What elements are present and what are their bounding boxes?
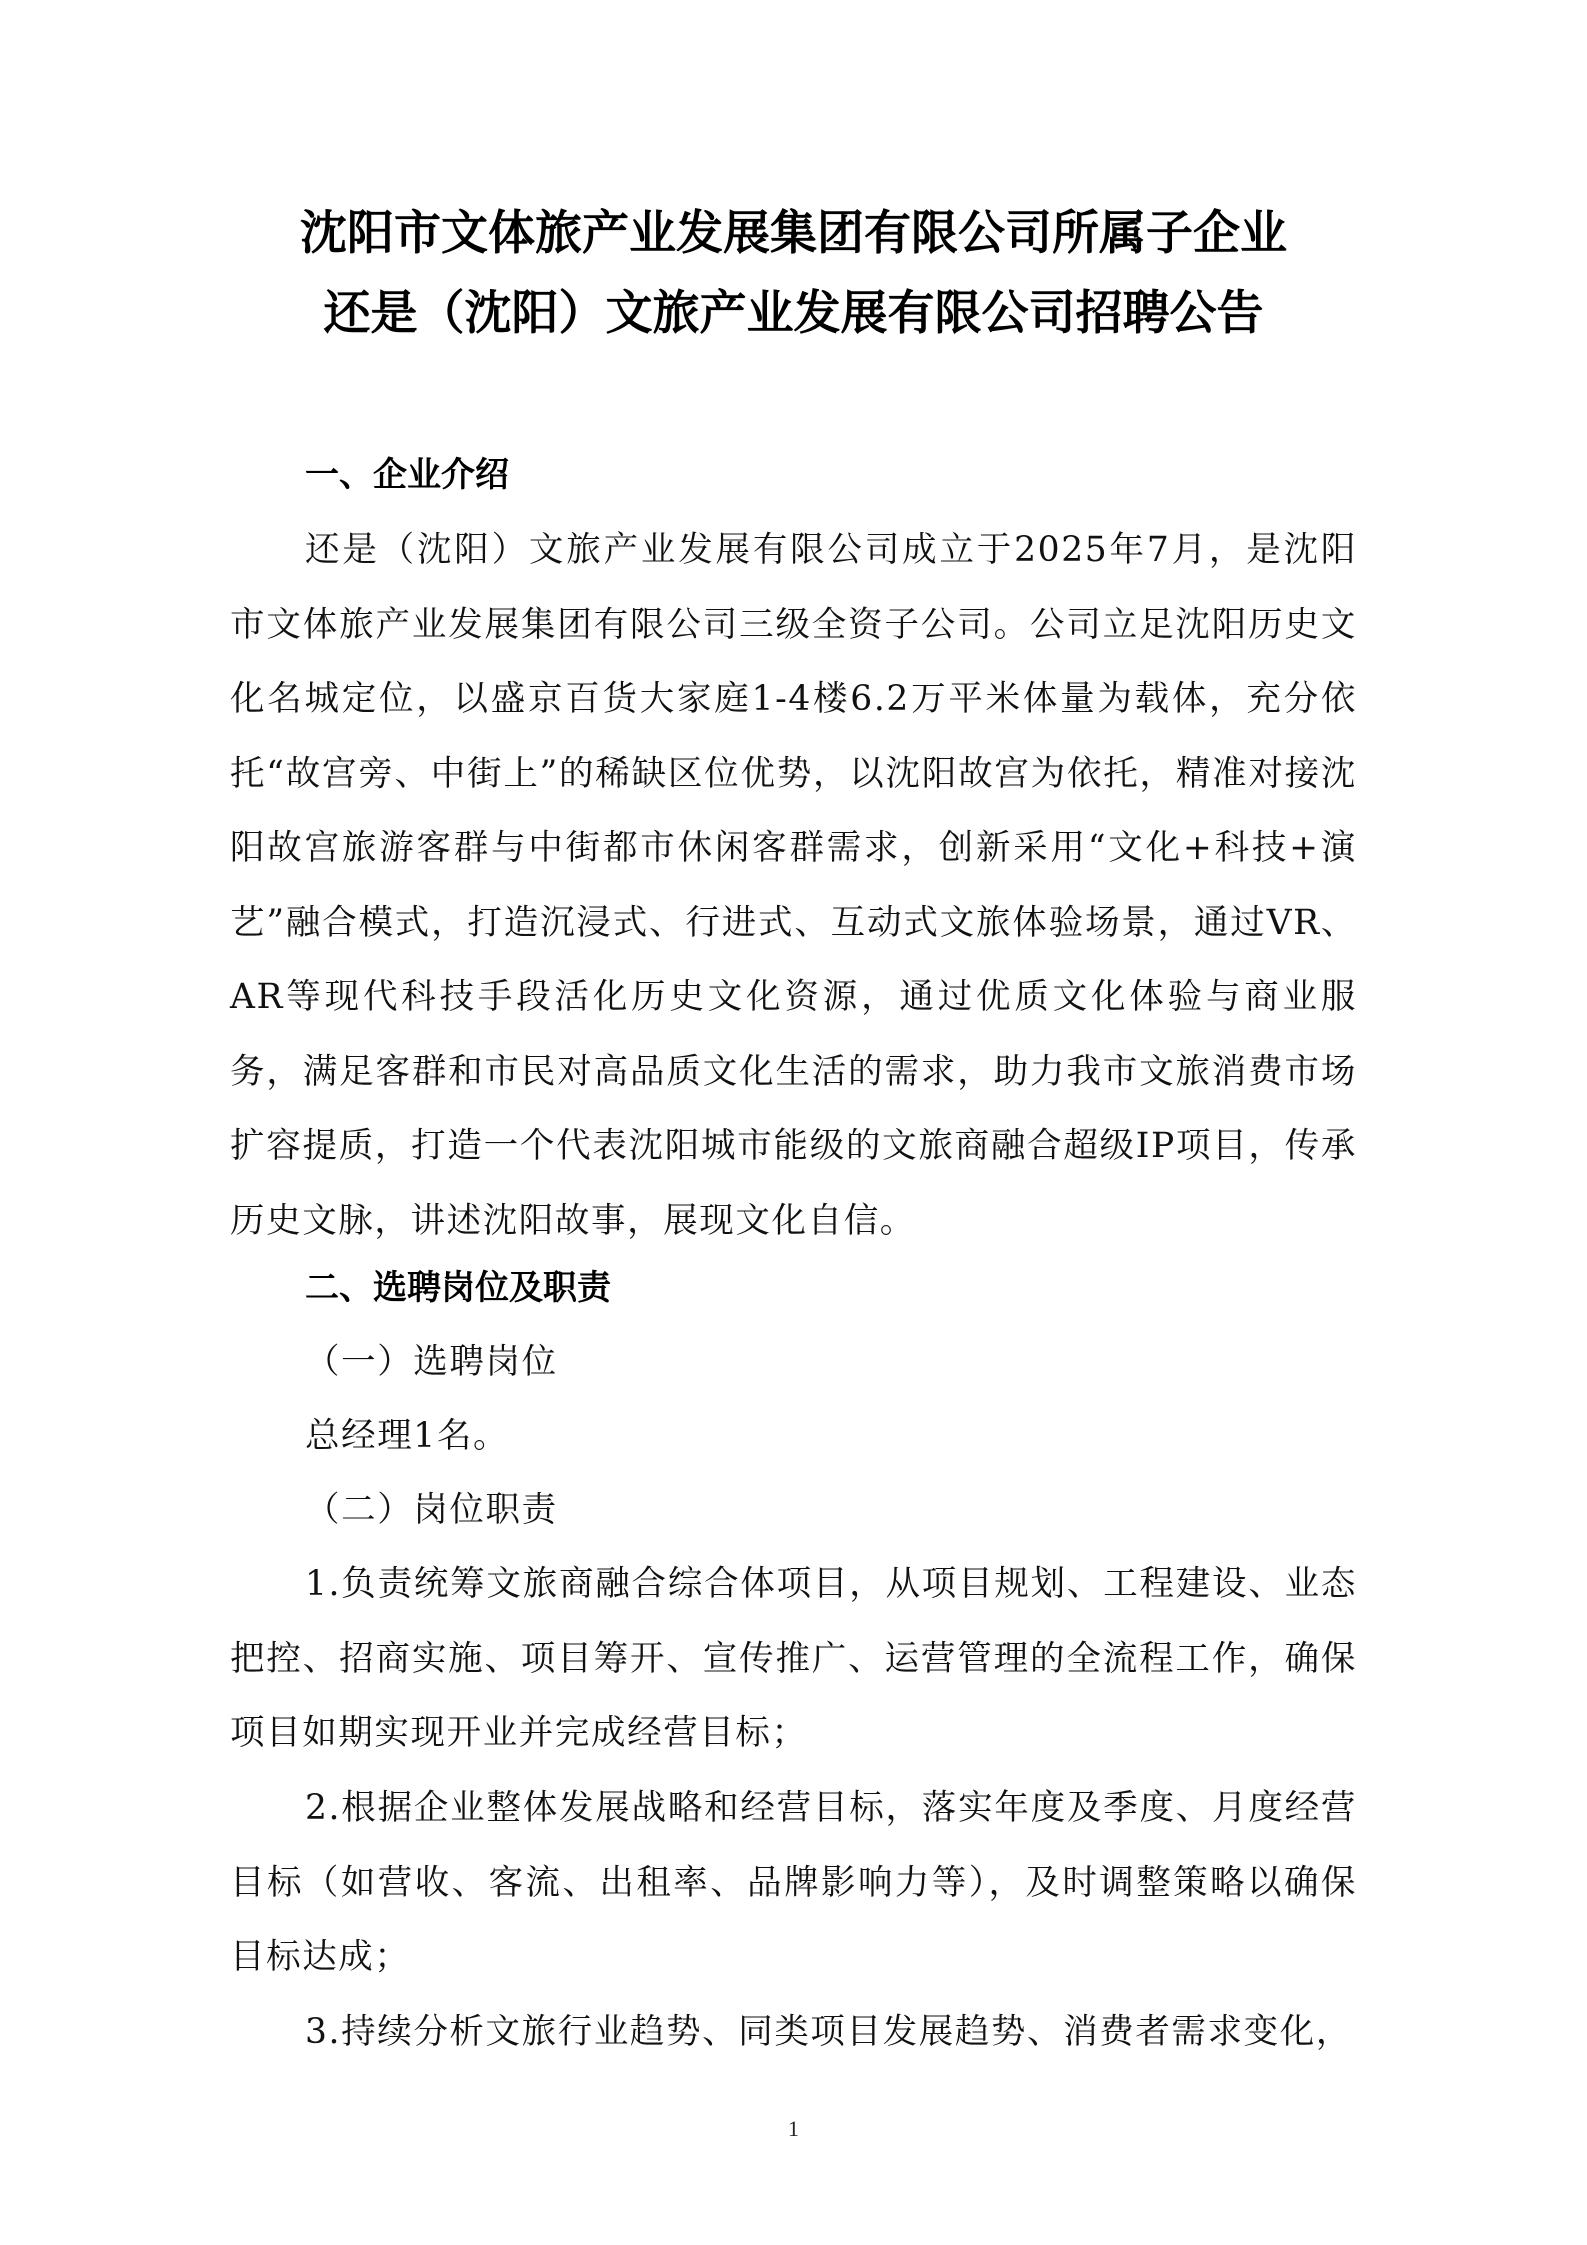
position-count-text: 总经理1名。 xyxy=(305,1416,510,1456)
document-title-line-1: 沈阳市文体旅产业发展集团有限公司所属子企业 xyxy=(300,206,1287,261)
company-intro-paragraph: 还是（沈阳）文旅产业发展有限公司成立于2025年7月，是沈阳市文体旅产业发展集团有限公司三级全资子公司。公司立足沈阳历史文化名城定位，以盛京百货大家庭1-4楼6.2万平米体量为载体，充分依托“故宫旁、中街上”的稀缺区位优势，以沈阳故宫为依托，精准对接沈阳故宫旅游客群与中街都市休闲客群需求，创新采用“文化+科技+演艺”融合模式，打造沉浸式、行进式、互动式文旅体验场景，通过VR、AR等现代科技手段活化历史文化资源，通过优质文化体验与商业服务，满足客群和市民对高品质文化生活的需求，助力我市文旅消费市场扩容提质，打造一个代表沈阳城市能级的文旅商融合超级IP项目，传承历史文脉，讲述沈阳故事，展现文化自信。 xyxy=(230,530,1357,1241)
subheading-positions: （一）选聘岗位 xyxy=(305,1342,558,1382)
duty-item-3: 3.持续分析文旅行业趋势、同类项目发展趋势、消费者需求变化， xyxy=(305,2012,1352,2052)
subheading-duties: （二）岗位职责 xyxy=(305,1490,558,1530)
document-title-line-2: 还是（沈阳）文旅产业发展有限公司招聘公告 xyxy=(323,286,1264,341)
section-heading-positions-duties: 二、选聘岗位及职责 xyxy=(305,1268,611,1308)
section-heading-company-intro: 一、企业介绍 xyxy=(305,455,509,495)
page-number: 1 xyxy=(788,2116,799,2141)
duty-item-1: 1.负责统筹文旅商融合综合体项目，从项目规划、工程建设、业态把控、招商实施、项目筹开、宣传推广、运营管理的全流程工作，确保项目如期实现开业并完成经营目标； xyxy=(230,1564,1357,1753)
duty-item-2: 2.根据企业整体发展战略和经营目标，落实年度及季度、月度经营目标（如营收、客流、出租率、品牌影响力等），及时调整策略以确保目标达成； xyxy=(230,1788,1357,1977)
